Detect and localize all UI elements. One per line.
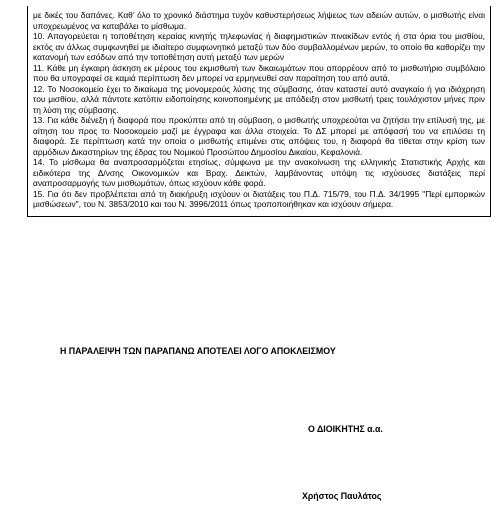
paragraph-continuation: με δικές του δαπάνες. Καθ’ όλο το χρονικό διάστημα τυχόν καθυστερήσεως λήψεως των αδειών αυτών, ο μισθωτής είναι υποχρεωμένος να καταβάλει το μίσθωμα.	[33, 10, 485, 31]
paragraph-13: 13. Για κάθε διένεξη ή διαφορά που προκύπτει από τη σύμβαση, ο μισθωτής υποχρεούται να ζητήσει την επίλυσή της, με αίτηση του προς το Νοσοκομείο μαζί με έγγραφα και άλλα στοιχεία. Το ΔΣ μπορεί με απόφασή του να επιλύσει τη διαφορά. Σε περίπτωση κατά την οποία ο μισθωτής επιμένει στις απόψεις του, η διαφορά θα τίθεται στην κρίση των αρμόδιων Δικαστηρίων της έδρας του Νομικού Προσώπου Δημοσίου Δικαίου, Κεφαλονιά.	[33, 115, 485, 157]
exclusion-notice: Η ΠΑΡΑΛΕΙΨΗ ΤΩΝ ΠΑΡΑΠΑΝΩ ΑΠΟΤΕΛΕΙ ΛΟΓΟ ΑΠΟΚΛΕΙΣΜΟΥ	[60, 346, 336, 356]
paragraph-12: 12. Το Νοσοκομείο έχει το δικαίωμα της μονομερούς λύσης της σύμβασης, όταν καταστεί αυτό αναγκαίο ή για ιδιόχρηση του μισθίου, αλλά πάντοτε κατόπιν ειδοποίησης κοινοποιημένης με απόδειξη στον μισθωτή τρεις τουλάχιστον μήνες πριν τη λύση της σύμβασης.	[33, 83, 485, 115]
paragraph-11: 11. Κάθε μη έγκαιρη άσκηση εκ μέρους του εκμισθωτή των δικαιωμάτων που απορρέουν από το μισθωτήριο συμβόλαιο που θα υπογραφεί σε καμιά περίπτωση δεν μπορεί να ερμηνευθεί σαν παραίτηση του από αυτά.	[33, 62, 485, 83]
terms-box	[27, 6, 491, 217]
signature-name: Χρήστος Παυλάτος	[302, 491, 382, 501]
paragraph-14: 14. Το μίσθωμα θα αναπροσαρμόζεται ετησίως, σύμφωνα με την ανακοίνωση της ελληνικής Στατιστικής Αρχής και ειδικότερα της Δ/νσης Οικονομικών και Βραχ. Δεικτών, λαμβάνοντας υπόψη τις ισχύουσες διατάξεις περί αναπροσαρμογής των μισθωμάτων, όπως ισχύουν κάθε φορά.	[33, 157, 485, 188]
signature-title: Ο ΔΙΟΙΚΗΤΗΣ α.α.	[308, 424, 383, 434]
paragraph-15: 15. Για ότι δεν προβλέπεται από τη διακήρυξη ισχύουν οι διατάξεις του Π.Δ. 715/79, του Π.Δ. 34/1995 "Περί εμπορικών μισθώσεων", του Ν. 3853/2010 και του Ν. 3996/2011 όπως τροποποιήθηκαν και ισχύουν σήμερα.	[33, 188, 485, 209]
paragraph-10: 10. Απαγορεύεται η τοποθέτηση κεραίας κινητής τηλεφωνίας ή διαφημιστικών πινακίδων εντός ή στα όρια του μισθίου, εκτός αν άλλως συμφωνηθεί με ιδιαίτερο συμφωνητικό μεταξύ των δύο συμβαλλομένων μερών, το οποίο θα καθορίζει την κατανομή των εσόδων από την τοποθέτηση αυτή μεταξύ των μερών	[33, 31, 485, 62]
